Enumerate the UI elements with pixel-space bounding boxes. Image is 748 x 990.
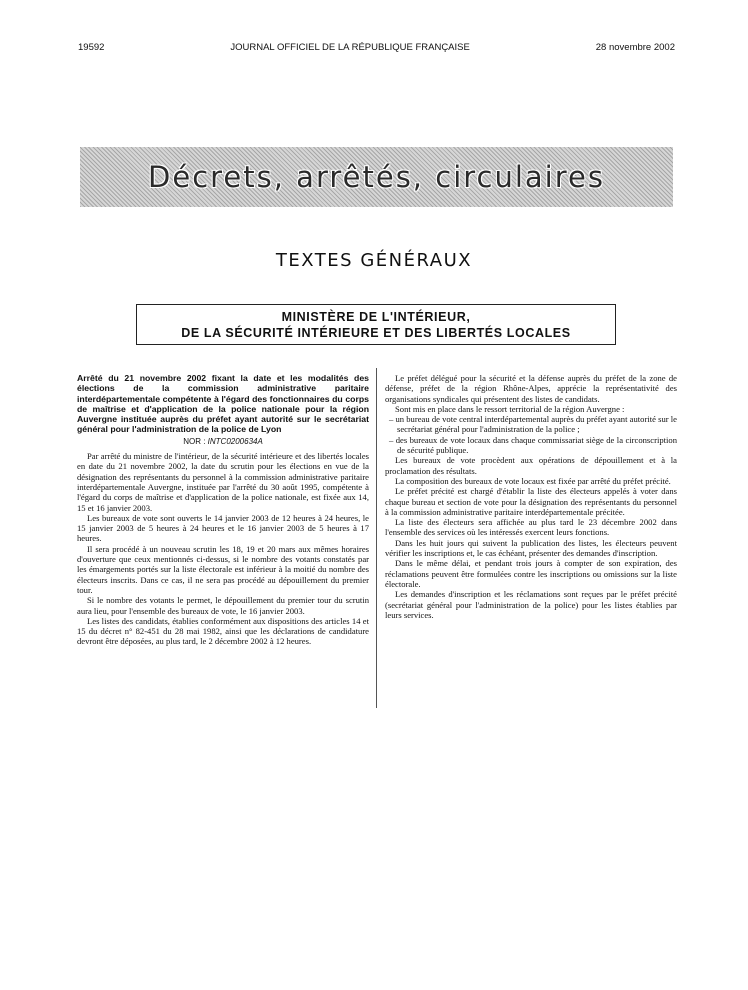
- article-title: Arrêté du 21 novembre 2002 fixant la date et les modalités des élections de la commission administrative paritaire interdépartementale compétente à l'égard des fonctionnaires du corps de maîtrise et d'application de la police nationale pour la région Auvergne instituée auprès du préfet ayant autorité sur le secrétariat général pour l'administration de la police de Lyon: [77, 373, 369, 435]
- paragraph: Il sera procédé à un nouveau scrutin les 18, 19 et 20 mars aux mêmes horaires d'ouverture que ceux mentionnés ci-dessus, si le nombre des votants constatés par les émargements portés sur la liste électorale est inférieur à la moitié du nombre des électeurs inscrits. Dans ce cas, il ne sera pas procédé au dépouillement du premier tour.: [77, 543, 369, 595]
- journal-title: JOURNAL OFFICIEL DE LA RÉPUBLIQUE FRANÇAISE: [230, 42, 470, 53]
- nor-reference: [77, 437, 369, 447]
- ministry-line-1: MINISTÈRE DE L'INTÉRIEUR,: [281, 310, 471, 324]
- list-item: – des bureaux de vote locaux dans chaque commissariat siège de la circonscription de sécurité publique.: [389, 434, 677, 456]
- page-number: 19592: [78, 42, 105, 53]
- paragraph: Le préfet précité est chargé d'établir la liste des électeurs appelés à voter dans chaque bureau et section de vote pour la désignation des représentants du personnel à la commission administrative paritaire interdépartementale précitée.: [385, 486, 677, 517]
- nor-label: NOR :: [183, 436, 206, 446]
- publication-date: 28 novembre 2002: [595, 42, 675, 53]
- list-item: – un bureau de vote central interdépartemental auprès du préfet ayant autorité sur le secrétariat général pour l'administration de la police ;: [389, 414, 677, 435]
- left-column: [77, 373, 369, 647]
- column-divider: [376, 368, 377, 708]
- section-banner: [80, 147, 673, 207]
- paragraph: Les bureaux de vote sont ouverts le 14 janvier 2003 de 12 heures à 24 heures, le 15 janvier 2003 de 5 heures à 24 heures et le 16 janvier 2003 de 5 heures à 17 heures.: [77, 512, 369, 544]
- paragraph: Par arrêté du ministre de l'intérieur, de la sécurité intérieure et des libertés locales en date du 21 novembre 2002, la date du scrutin pour les élections en vue de la désignation des représentants du personnel à la commission administrative paritaire interdépartementale Auvergne, instituée par l'arrêté du 30 août 1995, compétente à l'égard du corps de maîtrise et d'application de la police nationale, est fixée aux 14, 15 et 16 janvier 2003.: [77, 451, 369, 513]
- paragraph: La liste des électeurs sera affichée au plus tard le 23 décembre 2002 dans l'ensemble des services où les intéressés exercent leurs fonctions.: [385, 517, 677, 538]
- ministry-box: [136, 304, 616, 345]
- paragraph: Le préfet délégué pour la sécurité et la défense auprès du préfet de la zone de défense, préfet de la région Rhône-Alpes, apprécie la représentativité des organisations syndicales qui présentent des listes de candidats.: [385, 373, 677, 404]
- paragraph: Si le nombre des votants le permet, le dépouillement du premier tour du scrutin aura lieu, pour l'ensemble des bureaux de vote, le 16 janvier 2003.: [77, 595, 369, 616]
- paragraph: Les demandes d'inscription et les réclamations sont reçues par le préfet précité (secrétariat général pour l'administration de la police) pour les listes établies par leurs services.: [385, 589, 677, 620]
- polling-list: [385, 414, 677, 455]
- ministry-line-2: DE LA SÉCURITÉ INTÉRIEURE ET DES LIBERTÉS LOCALES: [181, 326, 571, 340]
- paragraph: La composition des bureaux de vote locaux est fixée par arrêté du préfet précité.: [395, 475, 671, 486]
- banner-title: Décrets, arrêtés, circulaires: [148, 160, 605, 194]
- paragraph: Sont mis en place dans le ressort territorial de la région Auvergne :: [395, 403, 625, 414]
- nor-code: INTC0200634A: [207, 436, 263, 446]
- section-heading: TEXTES GÉNÉRAUX: [275, 250, 473, 271]
- paragraph: Les bureaux de vote procèdent aux opérations de dépouillement et à la proclamation des résultats.: [385, 455, 677, 476]
- paragraph: Les listes des candidats, établies conformément aux dispositions des articles 14 et 15 du décret n° 82-451 du 28 mai 1982, ainsi que les déclarations de candidature devront être déposées, au plus tard, le 2 décembre 2002 à 12 heures.: [77, 615, 369, 647]
- paragraph: Dans les huit jours qui suivent la publication des listes, les électeurs peuvent vérifier les inscriptions et, le cas échéant, présenter des demandes d'inscription.: [385, 537, 677, 559]
- paragraph: Dans le même délai, et pendant trois jours à compter de son expiration, des réclamations peuvent être formulées contre les inscriptions ou omissions sur la liste électorale.: [385, 558, 677, 589]
- page-header: [78, 42, 675, 53]
- right-column: [385, 373, 677, 620]
